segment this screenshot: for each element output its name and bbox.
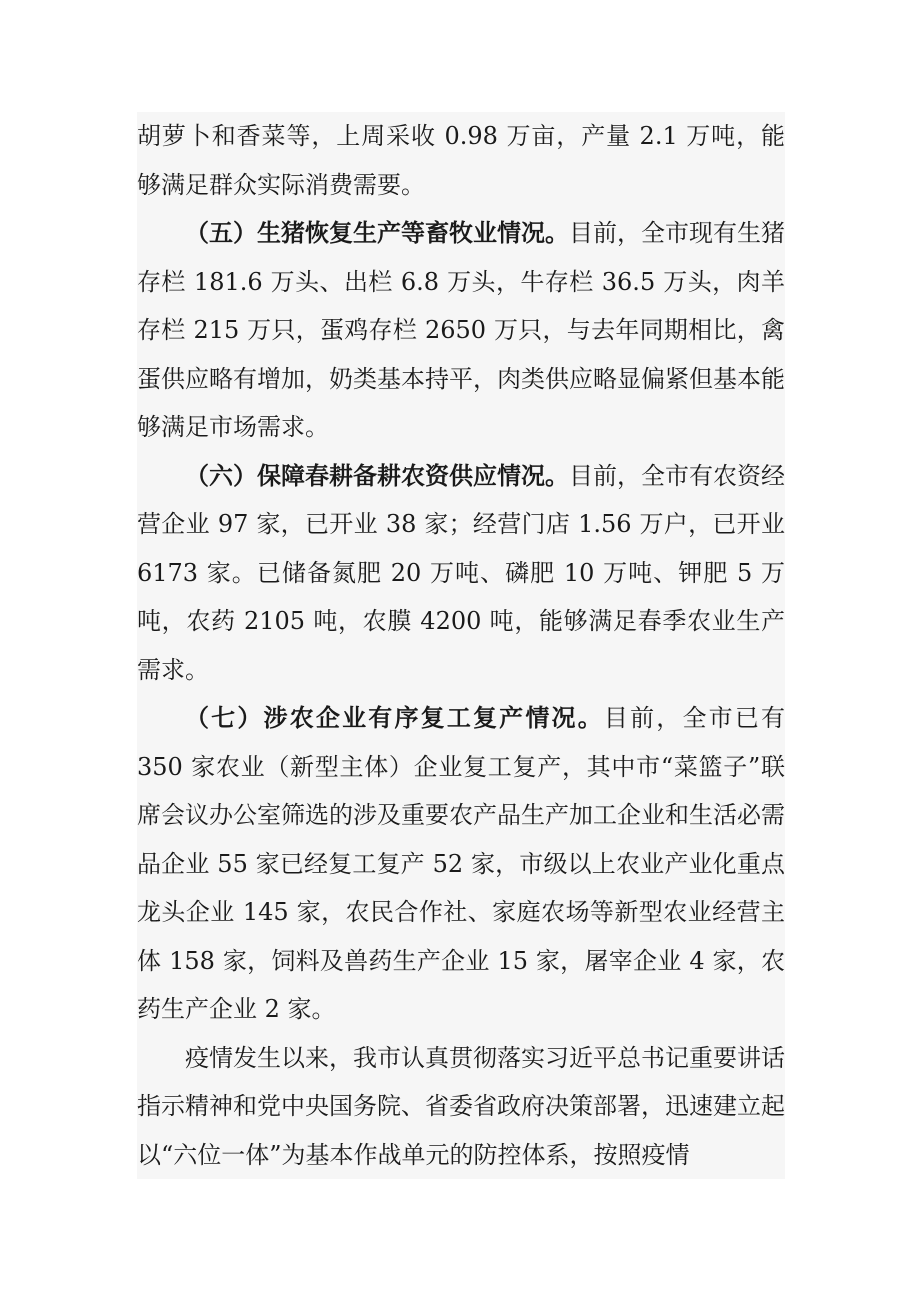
section-heading: （六）保障春耕备耕农资供应情况。 bbox=[185, 461, 569, 490]
paragraph-text: 胡萝卜和香菜等，上周采收 0.98 万亩，产量 2.1 万吨，能够满足群众实际消费需要。 bbox=[137, 122, 785, 199]
section-heading: （五）生猪恢复生产等畜牧业情况。 bbox=[185, 219, 569, 247]
paragraph-text: 目前，全市有农资经营企业 97 家，已开业 38 家；经营门店 1.56 万户，已开业 6173 家。已储备氮肥 20 万吨、磷肥 10 万吨、钾肥 5 万吨，农药 2105 吨，农膜 4200 吨，能够满足春季农业生产需求。 bbox=[137, 461, 785, 684]
paragraph-text: 疫情发生以来，我市认真贯彻落实习近平总书记重要讲话指示精神和党中央国务院、省委省政府决策部署，迅速建立起以“六位一体”为基本作战单元的防控体系，按照疫情 bbox=[137, 1043, 785, 1169]
section-heading: （七）涉农企业有序复工复产情况。 bbox=[185, 704, 604, 732]
paragraph-text: 目前，全市已有 350 家农业（新型主体）企业复工复产，其中市“菜篮子”联席会议办公室筛选的涉及重要农产品生产加工企业和生活必需品企业 55 家已经复工复产 52 家，市级以上农业产业化重点龙头企业 145 家，农民合作社、家庭农场等新型农业经营主体 158 家，饲料及兽药生产企业 15 家，屠宰企业 4 家，农药生产企业 2 家。 bbox=[137, 704, 786, 1023]
paragraph-epidemic-response bbox=[137, 1034, 785, 1180]
paragraph-agri-supplies bbox=[137, 452, 785, 695]
paragraph-vegetable-harvest bbox=[137, 112, 785, 209]
paragraph-enterprise-resumption bbox=[137, 694, 785, 1034]
document-body bbox=[137, 112, 785, 1179]
paragraph-livestock bbox=[137, 209, 785, 452]
paragraph-text: 目前，全市现有生猪存栏 181.6 万头、出栏 6.8 万头，牛存栏 36.5 万头，肉羊存栏 215 万只，蛋鸡存栏 2650 万只，与去年同期相比，禽蛋供应略有增加，奶类基本持平，肉类供应略显偏紧但基本能够满足市场需求。 bbox=[137, 219, 785, 441]
